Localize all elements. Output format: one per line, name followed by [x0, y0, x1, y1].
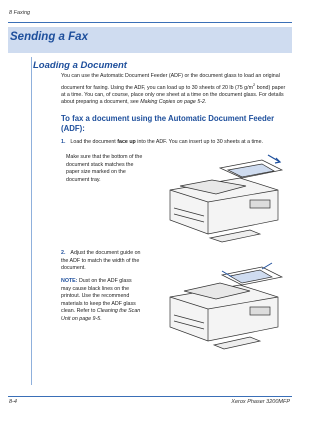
note-end: .	[100, 315, 102, 322]
note-text: Dust on the ADF glass may cause black lines on the printout. Use the recommend materials to keep the ADF glass clean. Refer to	[61, 278, 136, 314]
step-2-text: Adjust the document guide on the ADF to match the width of the document.	[61, 250, 141, 271]
step-2	[61, 250, 149, 273]
running-header: 8 Faxing	[9, 10, 31, 16]
page-title: Sending a Fax	[10, 31, 88, 43]
intro-text-2: bond) paper at a time. You can, of course, place only one sheet at a time on the document glass. For details about preparing a document, see	[61, 84, 286, 106]
product-name: Xerox Phaser 3200MFP	[231, 399, 290, 405]
adf-loading-illustration	[150, 150, 290, 250]
step-1	[61, 139, 289, 147]
step-1-text-a: Load the document	[70, 139, 118, 145]
note-block	[61, 278, 141, 323]
intro-paragraph	[61, 73, 289, 107]
header-rule	[8, 22, 292, 23]
intro-reference: Making Copies on page 5-2	[140, 99, 205, 106]
note-label: NOTE:	[61, 278, 78, 284]
intro-end: .	[205, 99, 207, 106]
step-1-text-b: into the ADF. You can insert up to 30 sheets at a time.	[135, 139, 264, 145]
step-1-number: 1.	[61, 139, 66, 145]
section-heading: Loading a Document	[33, 60, 127, 71]
page-number: 8-4	[9, 399, 17, 405]
intro-text-1: You can use the Automatic Document Feeder (ADF) or the document glass to load an original document for faxing. Using the ADF, you can load up to 30 sheets of 20 lb (75 g/m	[61, 73, 280, 91]
procedure-heading: To fax a document using the Automatic Document Feeder (ADF):	[61, 114, 275, 133]
intro-superscript: 2	[252, 81, 256, 87]
step-1-note: Make sure that the bottom of the document stack matches the paper size marked on the document tray.	[66, 154, 143, 183]
document-guide-illustration	[150, 255, 290, 355]
step-1-bold: face up	[117, 139, 136, 145]
footer-rule	[8, 396, 292, 397]
step-2-number: 2.	[61, 250, 66, 256]
note-reference: Cleaning the Scan Unit on page 9-5	[61, 308, 141, 322]
margin-rule	[31, 57, 32, 385]
